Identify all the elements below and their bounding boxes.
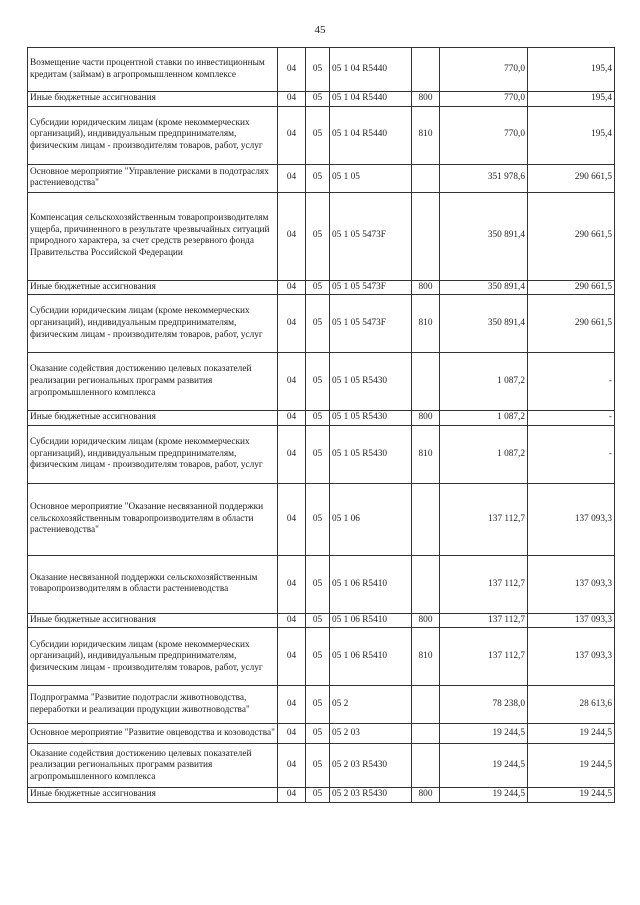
table-row <box>28 48 615 92</box>
row-expense-type <box>412 483 440 555</box>
row-expense-type: 800 <box>412 613 440 628</box>
table-row <box>28 483 615 555</box>
row-target-article: 05 1 06 R5410 <box>330 628 412 686</box>
table-row <box>28 164 615 192</box>
row-target-article: 05 1 05 <box>330 164 412 192</box>
row-name: Иные бюджетные ассигнования <box>28 613 278 628</box>
row-name: Иные бюджетные ассигнования <box>28 788 278 803</box>
row-sum-1: 350 891,4 <box>440 280 528 295</box>
table-row <box>28 724 615 744</box>
row-name: Оказание содействия достижению целевых показателей реализации региональных программ развития агропромышленного комплекса <box>28 744 278 788</box>
row-expense-type: 800 <box>412 92 440 107</box>
row-target-article: 05 1 05 5473F <box>330 280 412 295</box>
table-row <box>28 411 615 426</box>
row-subsection: 05 <box>306 425 330 483</box>
row-sum-1: 19 244,5 <box>440 724 528 744</box>
row-sum-2: - <box>528 353 615 411</box>
row-section: 04 <box>278 628 306 686</box>
row-sum-2: 137 093,3 <box>528 628 615 686</box>
row-subsection: 05 <box>306 613 330 628</box>
row-sum-1: 351 978,6 <box>440 164 528 192</box>
row-target-article: 05 1 06 <box>330 483 412 555</box>
row-name: Оказание несвязанной поддержки сельскохозяйственным товаропроизводителям в области растениеводства <box>28 555 278 613</box>
row-expense-type: 810 <box>412 628 440 686</box>
row-sum-1: 137 112,7 <box>440 628 528 686</box>
row-section: 04 <box>278 106 306 164</box>
row-target-article: 05 1 04 R5440 <box>330 48 412 92</box>
row-expense-type <box>412 164 440 192</box>
table-row <box>28 192 615 280</box>
row-section: 04 <box>278 483 306 555</box>
row-subsection: 05 <box>306 411 330 426</box>
row-name: Основное мероприятие "Развитие овцеводства и козоводства" <box>28 724 278 744</box>
row-target-article: 05 1 04 R5440 <box>330 106 412 164</box>
row-target-article: 05 1 05 R5430 <box>330 425 412 483</box>
row-sum-1: 350 891,4 <box>440 295 528 353</box>
table-row <box>28 686 615 724</box>
row-target-article: 05 1 06 R5410 <box>330 555 412 613</box>
budget-table <box>27 47 615 803</box>
row-sum-1: 137 112,7 <box>440 555 528 613</box>
row-target-article: 05 1 06 R5410 <box>330 613 412 628</box>
row-section: 04 <box>278 744 306 788</box>
row-section: 04 <box>278 280 306 295</box>
row-sum-2: 290 661,5 <box>528 280 615 295</box>
row-sum-1: 19 244,5 <box>440 788 528 803</box>
row-expense-type <box>412 686 440 724</box>
table-row <box>28 555 615 613</box>
row-sum-2: 195,4 <box>528 92 615 107</box>
row-section: 04 <box>278 613 306 628</box>
row-sum-1: 770,0 <box>440 106 528 164</box>
row-section: 04 <box>278 555 306 613</box>
row-expense-type <box>412 724 440 744</box>
row-target-article: 05 1 04 R5440 <box>330 92 412 107</box>
row-section: 04 <box>278 353 306 411</box>
row-subsection: 05 <box>306 353 330 411</box>
row-name: Возмещение части процентной ставки по инвестиционным кредитам (займам) в агропромышленном комплексе <box>28 48 278 92</box>
row-sum-2: - <box>528 411 615 426</box>
row-name: Субсидии юридическим лицам (кроме некоммерческих организаций), индивидуальным предпринимателям, физическим лицам - производителям товаров, работ, услуг <box>28 106 278 164</box>
row-sum-2: 290 661,5 <box>528 192 615 280</box>
row-sum-1: 1 087,2 <box>440 353 528 411</box>
row-sum-2: 137 093,3 <box>528 555 615 613</box>
row-subsection: 05 <box>306 628 330 686</box>
row-subsection: 05 <box>306 686 330 724</box>
row-sum-1: 770,0 <box>440 92 528 107</box>
row-target-article: 05 2 03 <box>330 724 412 744</box>
row-sum-2: - <box>528 425 615 483</box>
row-sum-1: 19 244,5 <box>440 744 528 788</box>
row-target-article: 05 1 05 5473F <box>330 192 412 280</box>
row-section: 04 <box>278 724 306 744</box>
row-section: 04 <box>278 192 306 280</box>
row-section: 04 <box>278 295 306 353</box>
row-section: 04 <box>278 92 306 107</box>
row-target-article: 05 1 05 5473F <box>330 295 412 353</box>
row-target-article: 05 2 03 R5430 <box>330 744 412 788</box>
row-subsection: 05 <box>306 744 330 788</box>
row-sum-2: 19 244,5 <box>528 744 615 788</box>
row-section: 04 <box>278 411 306 426</box>
row-section: 04 <box>278 788 306 803</box>
table-row <box>28 280 615 295</box>
row-expense-type: 800 <box>412 280 440 295</box>
row-sum-2: 195,4 <box>528 106 615 164</box>
row-expense-type <box>412 192 440 280</box>
row-sum-2: 137 093,3 <box>528 613 615 628</box>
table-row <box>28 788 615 803</box>
row-expense-type: 800 <box>412 788 440 803</box>
row-subsection: 05 <box>306 483 330 555</box>
row-target-article: 05 2 03 R5430 <box>330 788 412 803</box>
table-row <box>28 353 615 411</box>
row-name: Основное мероприятие "Управление рисками в подотраслях растениеводства" <box>28 164 278 192</box>
row-name: Подпрограмма "Развитие подотрасли животноводства, переработки и реализации продукции животноводства" <box>28 686 278 724</box>
row-section: 04 <box>278 686 306 724</box>
row-expense-type: 810 <box>412 425 440 483</box>
row-name: Субсидии юридическим лицам (кроме некоммерческих организаций), индивидуальным предпринимателям, физическим лицам - производителям товаров, работ, услуг <box>28 425 278 483</box>
table-row <box>28 295 615 353</box>
row-section: 04 <box>278 425 306 483</box>
row-name: Субсидии юридическим лицам (кроме некоммерческих организаций), индивидуальным предпринимателям, физическим лицам - производителям товаров, работ, услуг <box>28 295 278 353</box>
row-section: 04 <box>278 164 306 192</box>
table-row <box>28 613 615 628</box>
row-sum-2: 137 093,3 <box>528 483 615 555</box>
row-name: Субсидии юридическим лицам (кроме некоммерческих организаций), индивидуальным предпринимателям, физическим лицам - производителям товаров, работ, услуг <box>28 628 278 686</box>
row-sum-1: 137 112,7 <box>440 483 528 555</box>
row-target-article: 05 1 05 R5430 <box>330 411 412 426</box>
row-sum-1: 1 087,2 <box>440 425 528 483</box>
row-sum-2: 195,4 <box>528 48 615 92</box>
row-sum-2: 28 613,6 <box>528 686 615 724</box>
row-sum-1: 1 087,2 <box>440 411 528 426</box>
row-subsection: 05 <box>306 295 330 353</box>
row-expense-type: 810 <box>412 295 440 353</box>
row-name: Иные бюджетные ассигнования <box>28 411 278 426</box>
row-name: Иные бюджетные ассигнования <box>28 92 278 107</box>
row-sum-1: 137 112,7 <box>440 613 528 628</box>
row-expense-type <box>412 353 440 411</box>
row-expense-type: 800 <box>412 411 440 426</box>
table-row <box>28 628 615 686</box>
table-row <box>28 744 615 788</box>
page-number: 45 <box>314 24 326 36</box>
row-sum-1: 78 238,0 <box>440 686 528 724</box>
row-section: 04 <box>278 48 306 92</box>
row-expense-type <box>412 48 440 92</box>
row-subsection: 05 <box>306 555 330 613</box>
row-target-article: 05 2 <box>330 686 412 724</box>
row-sum-2: 290 661,5 <box>528 164 615 192</box>
row-subsection: 05 <box>306 192 330 280</box>
row-subsection: 05 <box>306 48 330 92</box>
row-sum-1: 770,0 <box>440 48 528 92</box>
row-target-article: 05 1 05 R5430 <box>330 353 412 411</box>
row-subsection: 05 <box>306 92 330 107</box>
row-sum-2: 290 661,5 <box>528 295 615 353</box>
row-subsection: 05 <box>306 724 330 744</box>
row-subsection: 05 <box>306 280 330 295</box>
row-sum-2: 19 244,5 <box>528 788 615 803</box>
row-subsection: 05 <box>306 164 330 192</box>
row-sum-2: 19 244,5 <box>528 724 615 744</box>
row-sum-1: 350 891,4 <box>440 192 528 280</box>
row-name: Компенсация сельскохозяйственным товаропроизводителям ущерба, причиненного в результате чрезвычайных ситуаций природного характера, за счет средств резервного фонда Правительства Российской Федерации <box>28 192 278 280</box>
table-row <box>28 92 615 107</box>
row-subsection: 05 <box>306 106 330 164</box>
row-name: Оказание содействия достижению целевых показателей реализации региональных программ развития агропромышленного комплекса <box>28 353 278 411</box>
row-subsection: 05 <box>306 788 330 803</box>
row-expense-type <box>412 744 440 788</box>
row-name: Основное мероприятие "Оказание несвязанной поддержки сельскохозяйственным товаропроизводителям в области растениеводства" <box>28 483 278 555</box>
table-row <box>28 106 615 164</box>
table-row <box>28 425 615 483</box>
row-name: Иные бюджетные ассигнования <box>28 280 278 295</box>
row-expense-type: 810 <box>412 106 440 164</box>
table-body <box>28 48 615 803</box>
row-expense-type <box>412 555 440 613</box>
